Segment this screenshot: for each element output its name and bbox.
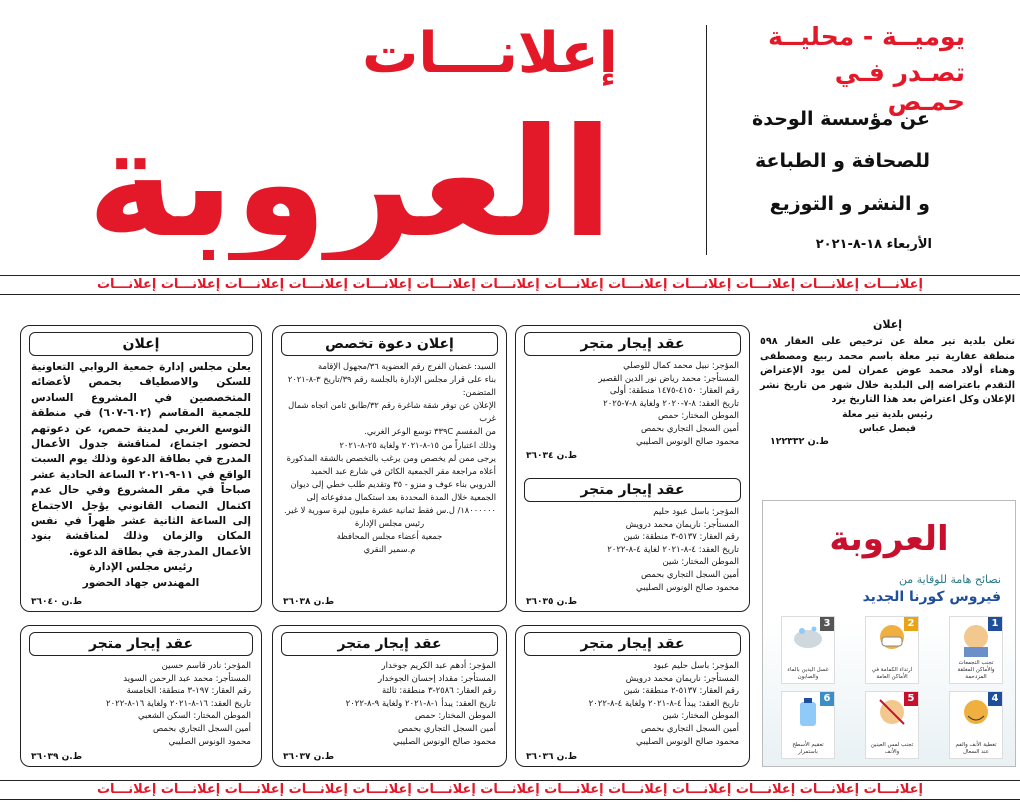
ad-ref: ط.ن ٣٦٠٣٨ (283, 597, 335, 607)
ad-line: المؤجر: باسل عبود حليم (653, 507, 739, 517)
ad-line: يرجى ممن لم يخصص ومن يرغب بالتخصص بالشقة المذكورة أعلاه مراجعة مقر الجمعية الكائن في شارع عبد الحميد الدروبي بناء عوف و منزو - ٣٥ وتقديم طلب خطي إلى ديوان الجمعية خلال المدة المحددة بعد استكمال مدفوعاته إلى ١٨٠٠٠٠٠٠/ ل.س فقط ثمانية عشرة مليون ليرة سورية لا غير. (283, 452, 496, 516)
ads-strip-top: إعلانـــات إعلانـــات إعلانـــات إعلانـــات إعلانـــات إعلانـــات إعلانـــات إعلانـــات إعلانـــات إعلانـــات إعلانـــات إعلانـــات إعلانـــات (0, 275, 1020, 295)
ad-body (31, 360, 251, 591)
ad-ref: ط.ن ٣٦٠٣٦ (526, 752, 578, 762)
ad-body (526, 506, 739, 594)
ad-line: بناء على قرار مجلس الإدارة بالجلسة رقم ٣٩/تاريخ ٣-٨-٢٠٢١ المتضمن: (287, 374, 496, 398)
ad-line: الموطن المختار: حمص (415, 711, 496, 722)
ad-line: محمود الونوس الصليبي (168, 736, 251, 747)
tip-caption-4: تغطية الأنف والفم عند السعال (955, 742, 997, 755)
tip-number-1: 1 (988, 617, 1002, 631)
ad-body (283, 660, 496, 748)
ad-line: محمود صالح الونوس الصليبي (636, 436, 739, 447)
ad-line: تاريخ العقد: ١٦-٨-٢٠٢١ ولغاية ١٦-٨-٢٠٢٢ (106, 698, 251, 709)
ad-line: وذلك اعتباراً من ١٥-٨-٢٠٢١ ولغاية ٢٥-٨-٢٠٢١ (339, 439, 496, 450)
ad-line: المستأجر: ناريمان محمد درويش (625, 519, 739, 530)
ad-line: المستأجر: محمد رياض نور الدين القصير (598, 373, 739, 384)
tip-number-6: 6 (820, 692, 834, 706)
ad-title: عقد إيجار متجر (524, 332, 741, 356)
ad-ref: ط.ن ٣٦٠٣٤ (526, 451, 578, 461)
publisher-line-1: عن مؤسسة الوحدة (752, 108, 930, 130)
ad-line: أمين السجل التجاري بحمص (397, 723, 496, 734)
ad-line: أمين السجل التجاري بحمص (640, 569, 739, 580)
notice-title: إعلان (872, 318, 903, 331)
ad-line: رقم العقار: ٥١٣٧-٣ منطقة: شين (623, 532, 739, 543)
tip-number-3: 3 (820, 617, 834, 631)
ad-line: يعلن مجلس إدارة جمعية الروابي التعاونية للسكن والاصطياف بحمص لأعضائه المتخصصين في المشروع السادس للجمعية المقاسم (٦٠٢-٦٠٧) في منطقة التوسع الغربي لمدينة حمص، عن دعوتهم لحضور اجتماع، لمناقشة جدول الأعمال المدرج في بطاقة الدعوة وذلك يوم السبت الواقع في ١١-٩-٢٠٢١ الساعة الحادية عشر صباحاً في مقر المشروع وفي حال عدم اكتمال النصاب القانوني يؤجل الاجتماع إلى الساعة الثانية عشر ظهراً في نفس المكان والزمان وذلك لمناقشة بنود الأعمال المدرجة في بطاقة الدعوة. (31, 361, 251, 558)
ad-line: المؤجر: أدهم عبد الكريم جوخدار (381, 661, 496, 671)
ad-body (31, 660, 251, 748)
ad-line: المستأجر: محمد عبد الرحمن السويد (123, 673, 251, 684)
ad-line: تاريخ العقد: يبدأ ٤-٨-٢٠٢١ ولغاية ٤-٨-٢٠٢٢ (588, 698, 739, 709)
ad-body (526, 660, 739, 748)
municipality-notice (760, 318, 1015, 447)
ad-line: م.سمير النقري (363, 544, 416, 555)
ad-line: المؤجر: باسل حليم عبود (653, 661, 739, 671)
tagline-published-homs: تصـدر فـي حمـص (834, 58, 965, 116)
ad-lease-4 (272, 625, 507, 767)
notice-signature (760, 408, 1015, 436)
poster-line-2: فيروس كورنا الجديد (862, 589, 1001, 605)
ad-line: تاريخ العقد: ٨-٧-٢٠٢٠ ولغاية ٨-٧-٢٠٢٥ (603, 398, 739, 409)
ad-line: محمود صالح الونوس الصليبي (393, 736, 496, 747)
publisher-line-3: و النشر و التوزيع (769, 193, 930, 215)
ad-ref: ط.ن ٣٦٠٤٠ (31, 597, 83, 607)
ad-line: جمعية أعضاء مجلس المحافظة (336, 531, 443, 542)
ad-title: عقد إيجار متجر (281, 632, 498, 656)
ad-line: رقم العقار: ١٩٧-٣ منطقة: الخامسة (126, 686, 251, 697)
ad-lease-5 (20, 625, 262, 767)
tip-tile-2 (865, 616, 919, 684)
ad-line: المستأجر: مقداد إحسان الجوخدار (377, 673, 496, 684)
tip-caption-1: تجنب التجمعات والأماكن المغلقة المزدحمة (957, 660, 995, 680)
tip-caption-2: ارتداء الكمامة في الأماكن العامة (871, 667, 913, 680)
ad-line: أمين السجل التجاري بحمص (640, 423, 739, 434)
ad-line: المستأجر: ناريمان محمد درويش (625, 673, 739, 684)
tip-tile-3 (781, 616, 835, 684)
ad-meeting-invite (20, 325, 262, 612)
ad-line: محمود صالح الونوس الصليبي (636, 736, 739, 747)
section-title: إعلانـــات (362, 21, 618, 86)
tip-number-5: 5 (904, 692, 918, 706)
ad-line: الموطن المختار: شين (662, 711, 739, 722)
poster-logo: العروبة (829, 519, 949, 559)
ad-line: من المقسم ٣٣٩C توسع الوعر الغربي. (364, 426, 496, 437)
ad-line: الموطن المختار: شين (662, 557, 739, 568)
notice-sign-role: رئيس بلدية تير معلة (842, 408, 933, 420)
ad-ref: ط.ن ٣٦٠٣٥ (526, 597, 578, 607)
paper-logo-graphic (20, 10, 690, 260)
ad-line: رقم العقار: ٢٥٨٦-٣ منطقة: ثالثة (382, 686, 496, 697)
ad-line: المؤجر: نادر قاسم حسين (161, 661, 251, 671)
ad-line: رقم العقار: ٤١٥٠-١٤٧٥ منطقة: أولى (609, 386, 739, 397)
notice-sign-name: فيصل عباس (858, 422, 917, 434)
ad-line: المهندس جهاد الحضور (82, 576, 200, 589)
ad-line: تاريخ العقد: ٤-٨-٢٠٢١ لغاية ٤-٨-٢٠٢٢ (607, 544, 739, 555)
ad-line: أمين السجل التجاري بحمص (640, 723, 739, 734)
ad-line: السيد: غضبان الفرج رقم العضوية ٣٦/مجهول الإقامة (318, 361, 496, 371)
ad-line: رئيس مجلس الإدارة (89, 561, 193, 574)
tip-tile-4 (949, 691, 1003, 759)
masthead-logo (20, 10, 690, 260)
ad-line: المؤجر: نبيل محمد كمال للوصلي (623, 361, 739, 371)
ad-line: الموطن المختار: حمص (658, 411, 739, 422)
ad-line: الموطن المختار: السكن الشعبي (137, 711, 251, 722)
ad-line: الإعلان عن توفر شقة شاغرة رقم ٣٢/طابق ثامن اتجاه شمال غرب (288, 400, 496, 424)
publisher-line-2: للصحافة و الطباعة (755, 150, 930, 172)
ad-title: عقد إيجار متجر (524, 632, 741, 656)
ad-line: محمود صالح الونوس الصليبي (636, 582, 739, 593)
ad-line: أمين السجل التجاري بحمص (152, 723, 251, 734)
ad-body (283, 360, 496, 556)
ad-title: إعلان (29, 332, 253, 356)
ad-title: عقد إيجار متجر (29, 632, 253, 656)
ad-title: إعلان دعوة تخصص (281, 332, 498, 356)
ad-lease-3 (515, 625, 750, 767)
poster-line-1: نصائح هامة للوقاية من (898, 573, 1001, 586)
tip-tile-1 (949, 616, 1003, 684)
tip-tile-5 (865, 691, 919, 759)
tip-caption-3: غسل اليدين بالماء والصابون (787, 667, 829, 680)
masthead-divider (706, 25, 707, 255)
ad-line: رقم العقار: ٥١٣٧-٢ منطقة: شين (623, 686, 739, 697)
notice-ref: ط.ن ١٢٢٣٣٢ (770, 435, 829, 447)
tip-number-4: 4 (988, 692, 1002, 706)
ad-body (526, 360, 739, 448)
tip-number-2: 2 (904, 617, 918, 631)
paper-name: العروبة (86, 97, 614, 260)
ad-specialization-call (272, 325, 507, 612)
ad-line: تاريخ العقد: يبدأ ١-٨-٢٠٢١ ولغاية ٩-٨-٢٠٢٢ (345, 698, 496, 709)
notice-body: تعلن بلدية تير معلة عن ترخيص على العقار ٥٩٨ منطقة عقارية تير معلة باسم محمد ربيع ومصطفى وهناء أولاد محمد عوض عمران لمن يود الإعتراض التقدم باعتراضه إلى البلدية خلال شهر من تاريخ نشر الإعلان وكل اعتراض بعد هذا التاريخ يرد (760, 336, 1015, 405)
tip-caption-5: تجنب لمس العينين والأنف (870, 742, 914, 755)
ad-ref: ط.ن ٣٦٠٣٩ (31, 752, 83, 762)
ad-line: رئيس مجلس الإدارة (354, 518, 425, 529)
ad-ref: ط.ن ٣٦٠٣٧ (283, 752, 335, 762)
ad-lease-1 (515, 325, 750, 612)
covid-poster (762, 500, 1016, 767)
ads-strip-bottom: إعلانـــات إعلانـــات إعلانـــات إعلانـــات إعلانـــات إعلانـــات إعلانـــات إعلانـــات إعلانـــات إعلانـــات إعلانـــات إعلانـــات إعلانـــات (0, 780, 1020, 800)
tip-caption-6: تعقيم الأسطح باستمرار (792, 742, 824, 755)
tip-tile-6 (781, 691, 835, 759)
tagline-daily-local: يوميــة - محليــة (768, 22, 965, 51)
ad-title: عقد إيجار متجر (524, 478, 741, 502)
issue-date: الأربعاء ١٨-٨-٢٠٢١ (815, 237, 932, 252)
